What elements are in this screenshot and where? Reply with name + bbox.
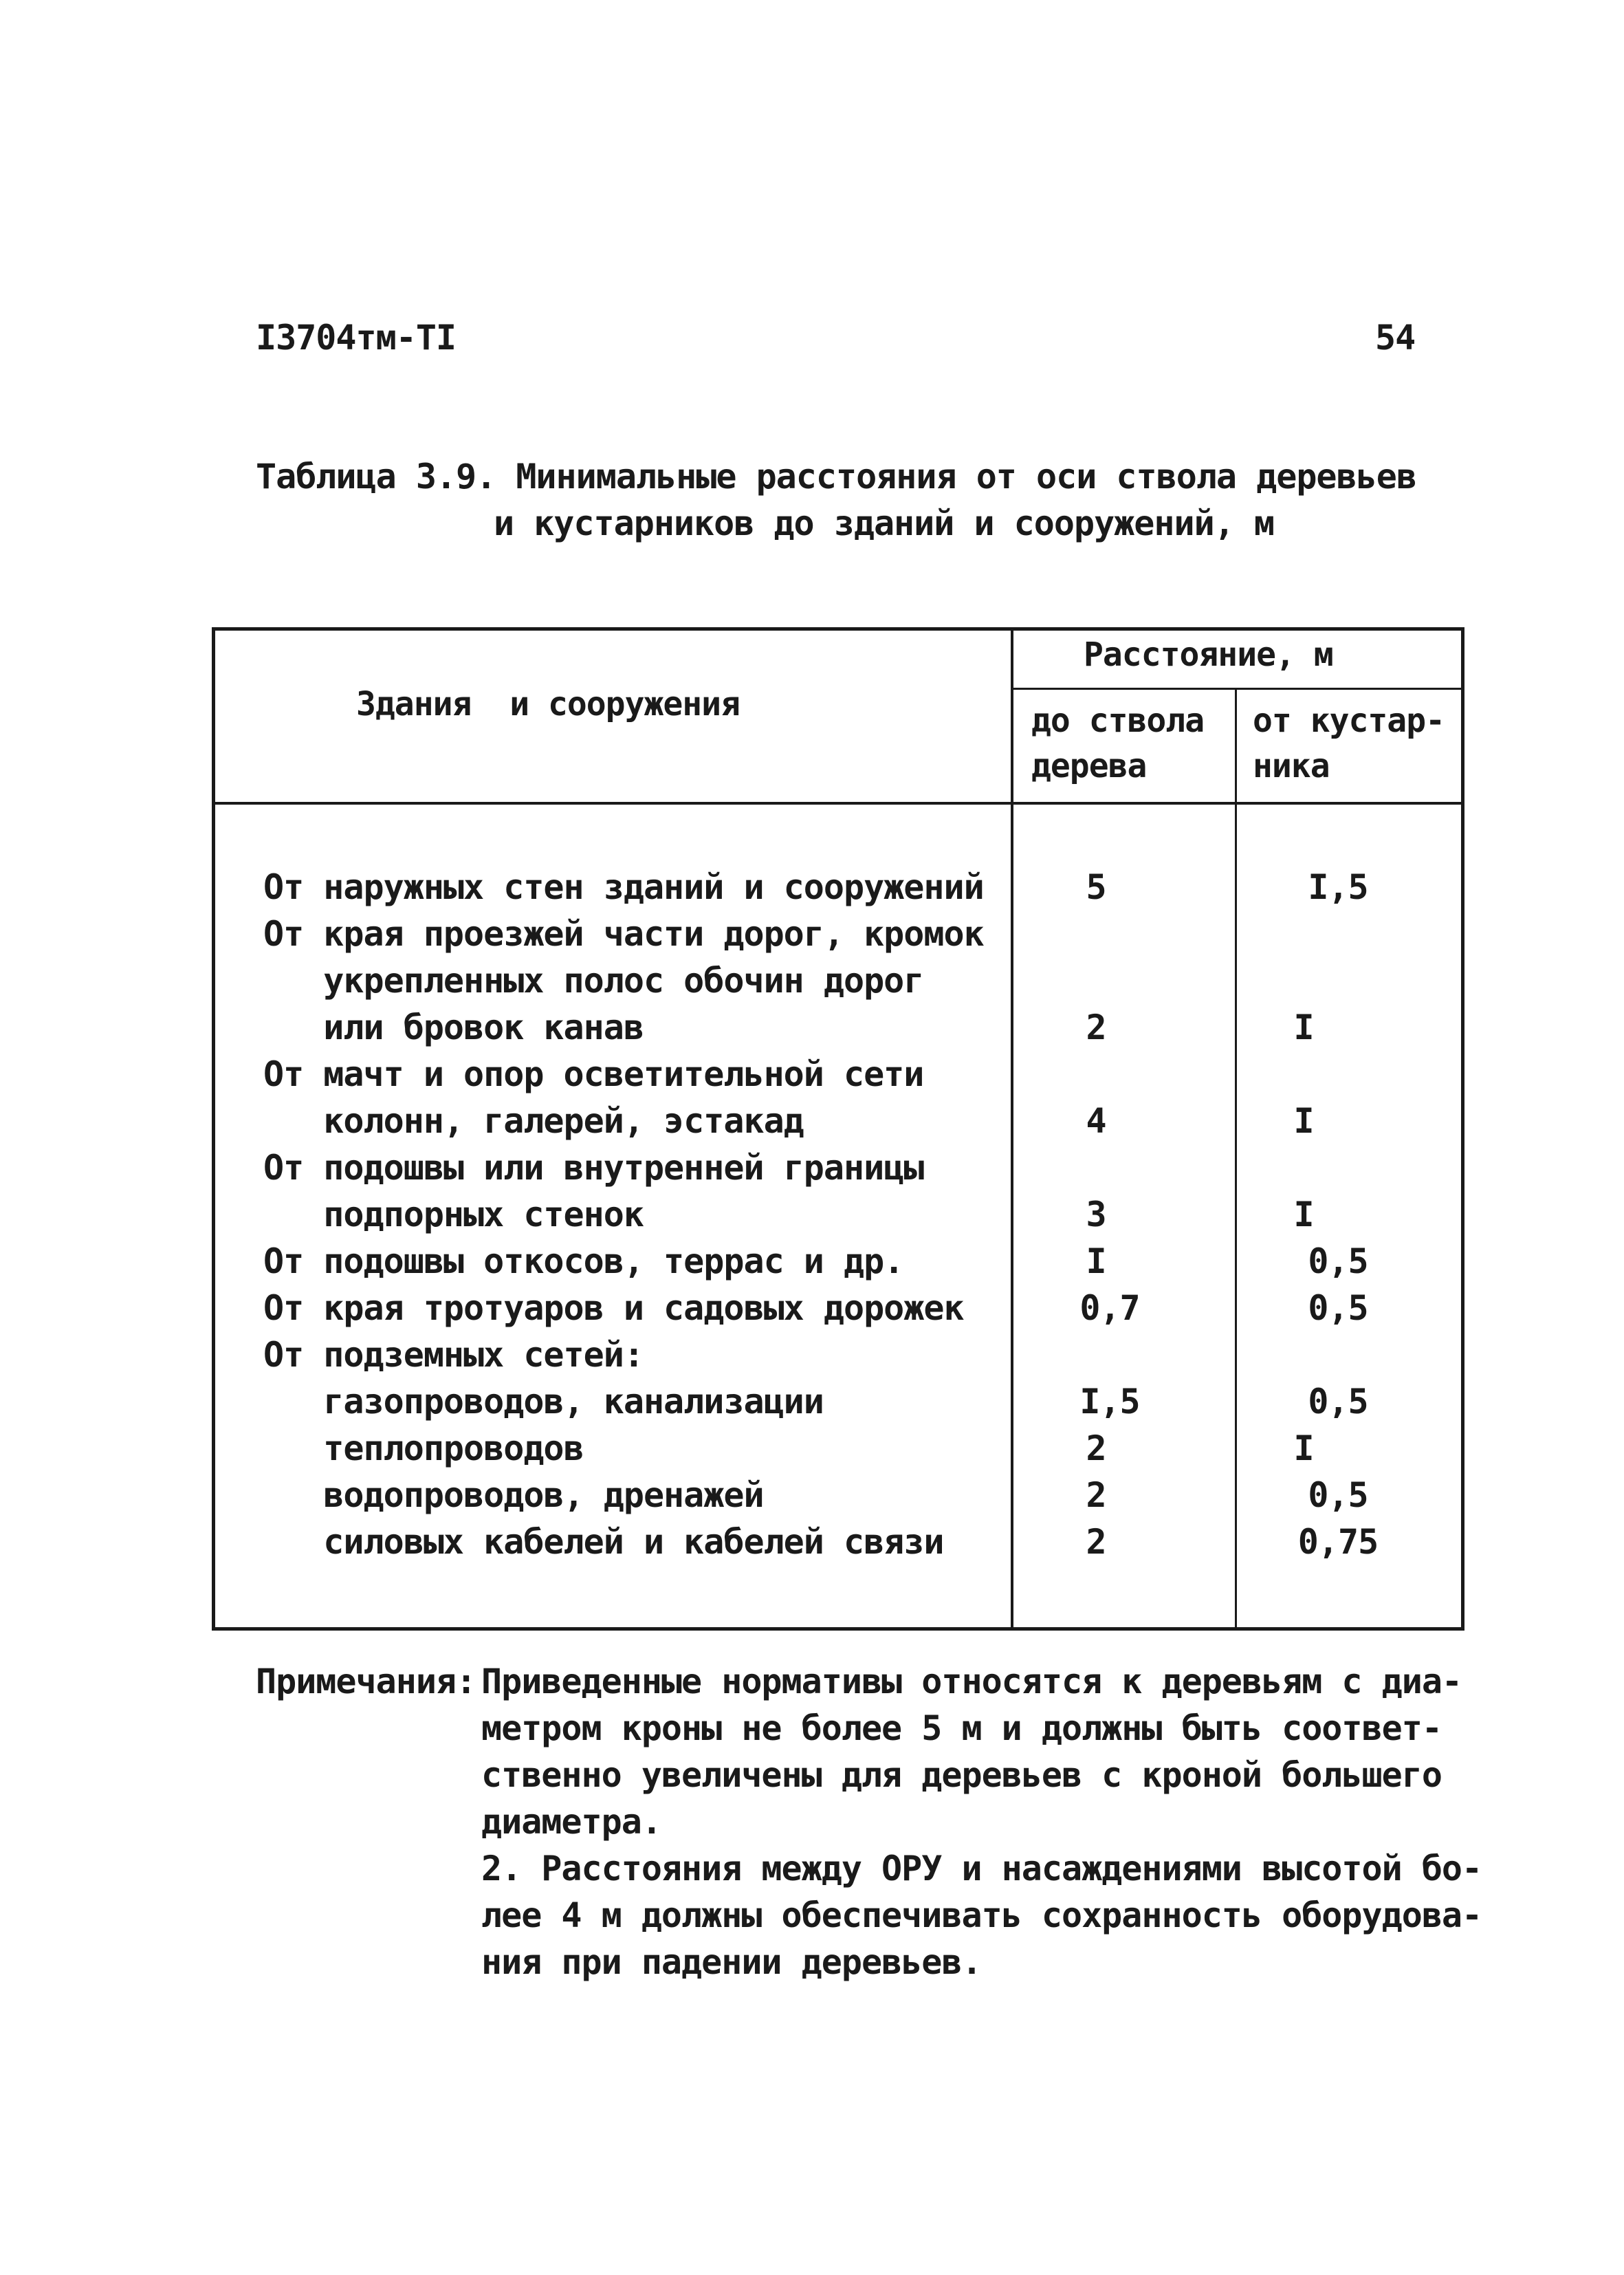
table-caption-line-2: и кустарников до зданий и сооружений, м [494, 503, 1274, 543]
header-tree-line-1: до ствола [1031, 701, 1205, 740]
row-text: подпорных стенок [263, 1195, 644, 1234]
row-text: От края проезжей части дорог, кромок [263, 914, 984, 954]
document-code: I3704тм-TI [256, 318, 457, 358]
row-text: газопроводов, канализации [263, 1382, 824, 1422]
row-text: От подземных сетей: [263, 1335, 644, 1375]
row-text: силовых кабелей и кабелей связи [263, 1522, 944, 1562]
row-tree-value: I,5 [1079, 1382, 1140, 1422]
header-distance: Расстояние, м [1084, 635, 1333, 674]
row-tree-value: 3 [1086, 1195, 1106, 1234]
table-border-top [212, 627, 1464, 631]
row-tree-value: 4 [1086, 1101, 1106, 1141]
row-tree-value: 2 [1086, 1522, 1106, 1562]
note-line: ственно увеличены для деревьев с кроной большего [481, 1755, 1442, 1795]
row-shrub-value: I [1293, 1008, 1314, 1047]
row-tree-value: 5 [1086, 867, 1106, 907]
table-caption-line-1: Таблица 3.9. Минимальные расстояния от оси ствола деревьев [256, 457, 1416, 497]
row-shrub-value: I [1293, 1428, 1314, 1468]
row-text: От наружных стен зданий и сооружений [263, 867, 984, 907]
note-line: 2. Расстояния между ОРУ и насаждениями высотой бо- [481, 1849, 1482, 1888]
row-text: От мачт и опор осветительной сети [263, 1054, 924, 1094]
header-buildings: Здания и сооружения [356, 685, 740, 723]
row-text: водопроводов, дренажей [263, 1475, 764, 1515]
table-subheader-separator [1011, 688, 1464, 690]
row-text: или бровок канав [263, 1008, 644, 1047]
note-line: лее 4 м должны обеспечивать сохранность оборудова- [481, 1895, 1482, 1935]
row-tree-value: 0,7 [1079, 1288, 1140, 1328]
row-text: колонн, галерей, эстакад [263, 1101, 804, 1141]
note-line: метром кроны не более 5 м и должны быть соответ- [481, 1708, 1442, 1748]
row-shrub-value: 0,5 [1308, 1288, 1368, 1328]
row-text: теплопроводов [263, 1428, 584, 1468]
page-number: 54 [1375, 318, 1416, 358]
row-shrub-value: I,5 [1308, 867, 1368, 907]
row-shrub-value: 0,5 [1308, 1475, 1368, 1515]
header-shrub-line-2: ника [1253, 747, 1330, 785]
row-tree-value: I [1086, 1241, 1106, 1281]
row-shrub-value: I [1293, 1195, 1314, 1234]
table-border-right [1461, 627, 1464, 1631]
row-tree-value: 2 [1086, 1428, 1106, 1468]
row-shrub-value: 0,5 [1308, 1241, 1368, 1281]
table-border-bottom [212, 1627, 1464, 1631]
header-shrub-line-1: от кустар- [1253, 701, 1445, 740]
row-text: От края тротуаров и садовых дорожек [263, 1288, 964, 1328]
row-tree-value: 2 [1086, 1008, 1106, 1047]
note-line: Приведенные нормативы относятся к деревьям с диа- [481, 1662, 1462, 1701]
row-tree-value: 2 [1086, 1475, 1106, 1515]
header-tree-line-2: дерева [1031, 747, 1147, 785]
row-shrub-value: 0,75 [1297, 1522, 1379, 1562]
row-shrub-value: 0,5 [1308, 1382, 1368, 1422]
table-border-left [212, 627, 215, 1631]
note-line: ния при падении деревьев. [481, 1942, 982, 1982]
row-text: От подошвы откосов, террас и др. [263, 1241, 904, 1281]
note-line: диаметра. [481, 1802, 661, 1842]
notes-label: Примечания: [256, 1662, 476, 1701]
row-text: укрепленных полос обочин дорог [263, 961, 924, 1001]
table-header-separator [212, 802, 1464, 805]
row-text: От подошвы или внутренней границы [263, 1148, 924, 1188]
row-shrub-value: I [1293, 1101, 1314, 1141]
